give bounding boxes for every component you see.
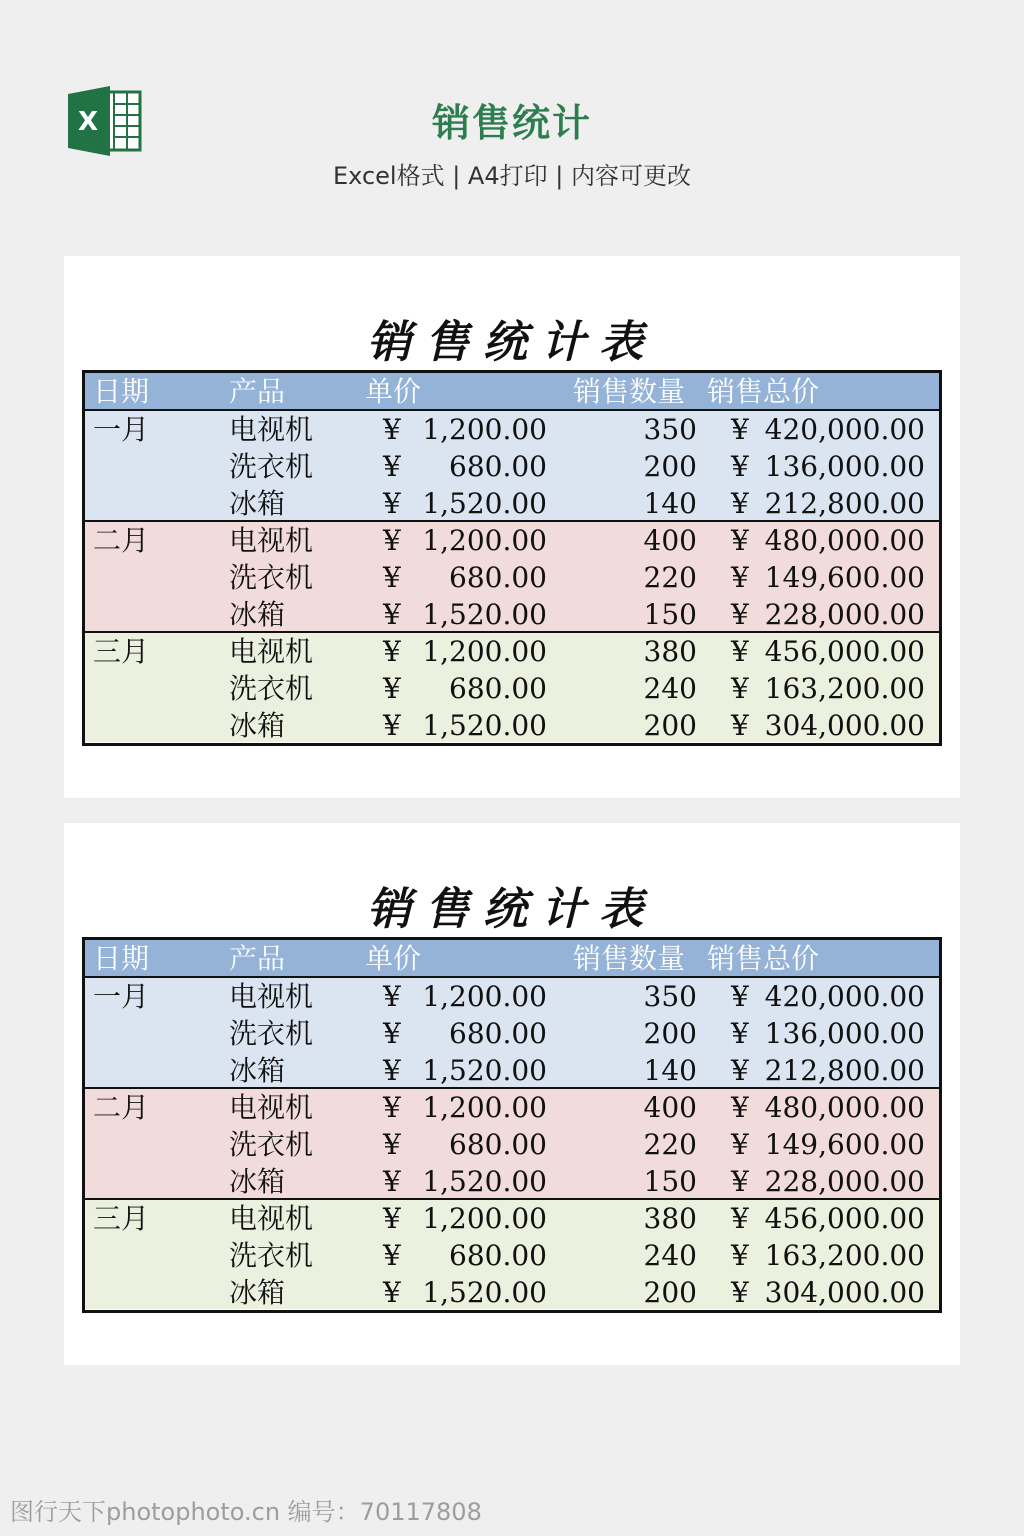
qty-cell: 400 xyxy=(643,1091,697,1124)
currency-symbol: ¥ xyxy=(383,524,401,557)
total-cell: 228,000.00 xyxy=(764,1165,925,1198)
total-cell: 304,000.00 xyxy=(764,1276,925,1309)
qty-cell: 350 xyxy=(643,980,697,1013)
column-header-date: 日期 xyxy=(93,375,150,408)
product-cell: 冰箱 xyxy=(229,709,286,742)
currency-symbol: ¥ xyxy=(383,672,401,705)
total-cell: 456,000.00 xyxy=(764,635,925,668)
product-cell: 电视机 xyxy=(229,524,314,557)
table-row xyxy=(85,1089,939,1126)
currency-symbol: ¥ xyxy=(731,561,749,594)
currency-symbol: ¥ xyxy=(731,1239,749,1272)
currency-symbol: ¥ xyxy=(731,487,749,520)
column-header-unit-price: 单价 xyxy=(365,375,422,408)
product-cell: 洗衣机 xyxy=(229,450,314,483)
currency-symbol: ¥ xyxy=(383,1239,401,1272)
product-cell: 冰箱 xyxy=(229,487,286,520)
price-cell: 1,200.00 xyxy=(422,1202,547,1235)
total-cell: 163,200.00 xyxy=(764,1239,925,1272)
currency-symbol: ¥ xyxy=(383,980,401,1013)
column-header-quantity: 销售数量 xyxy=(573,375,686,408)
month-label: 三月 xyxy=(93,1202,150,1235)
table-row xyxy=(85,978,939,1015)
price-cell: 1,520.00 xyxy=(422,709,547,742)
table-row xyxy=(85,707,939,744)
month-label: 二月 xyxy=(93,1091,150,1124)
currency-symbol: ¥ xyxy=(731,980,749,1013)
price-cell: 1,200.00 xyxy=(422,1091,547,1124)
column-header-product: 产品 xyxy=(229,942,286,975)
currency-symbol: ¥ xyxy=(383,709,401,742)
price-cell: 680.00 xyxy=(449,672,547,705)
price-cell: 1,520.00 xyxy=(422,1054,547,1087)
product-cell: 电视机 xyxy=(229,1202,314,1235)
currency-symbol: ¥ xyxy=(383,1202,401,1235)
qty-cell: 220 xyxy=(643,561,697,594)
month-group-jan xyxy=(85,976,939,1087)
column-header-product: 产品 xyxy=(229,375,286,408)
price-cell: 680.00 xyxy=(449,1128,547,1161)
table-header-row xyxy=(85,940,939,976)
product-cell: 电视机 xyxy=(229,413,314,446)
product-cell: 冰箱 xyxy=(229,598,286,631)
table-row xyxy=(85,448,939,485)
total-cell: 480,000.00 xyxy=(764,1091,925,1124)
table-row xyxy=(85,485,939,522)
column-header-date: 日期 xyxy=(93,942,150,975)
total-cell: 228,000.00 xyxy=(764,598,925,631)
sheet-card xyxy=(64,256,960,798)
total-cell: 212,800.00 xyxy=(764,487,925,520)
qty-cell: 150 xyxy=(643,1165,697,1198)
price-cell: 680.00 xyxy=(449,450,547,483)
qty-cell: 140 xyxy=(643,487,697,520)
qty-cell: 220 xyxy=(643,1128,697,1161)
price-cell: 680.00 xyxy=(449,1017,547,1050)
currency-symbol: ¥ xyxy=(731,1091,749,1124)
total-cell: 163,200.00 xyxy=(764,672,925,705)
qty-cell: 380 xyxy=(643,635,697,668)
price-cell: 1,200.00 xyxy=(422,524,547,557)
qty-cell: 350 xyxy=(643,413,697,446)
currency-symbol: ¥ xyxy=(383,1054,401,1087)
month-group-feb xyxy=(85,520,939,631)
product-cell: 洗衣机 xyxy=(229,1017,314,1050)
currency-symbol: ¥ xyxy=(731,1054,749,1087)
page-title: 销售统计 xyxy=(431,101,592,145)
product-cell: 洗衣机 xyxy=(229,1128,314,1161)
currency-symbol: ¥ xyxy=(731,598,749,631)
qty-cell: 400 xyxy=(643,524,697,557)
table-row xyxy=(85,411,939,448)
currency-symbol: ¥ xyxy=(731,1276,749,1309)
product-cell: 电视机 xyxy=(229,1091,314,1124)
currency-symbol: ¥ xyxy=(731,672,749,705)
total-cell: 420,000.00 xyxy=(764,413,925,446)
price-cell: 1,200.00 xyxy=(422,980,547,1013)
qty-cell: 380 xyxy=(643,1202,697,1235)
month-label: 一月 xyxy=(93,413,150,446)
table-row xyxy=(85,1237,939,1274)
table-row xyxy=(85,559,939,596)
month-group-feb xyxy=(85,1087,939,1198)
total-cell: 212,800.00 xyxy=(764,1054,925,1087)
table-row xyxy=(85,633,939,670)
currency-symbol: ¥ xyxy=(383,1128,401,1161)
product-cell: 电视机 xyxy=(229,980,314,1013)
price-cell: 1,520.00 xyxy=(422,487,547,520)
sheet-card xyxy=(64,823,960,1365)
currency-symbol: ¥ xyxy=(383,598,401,631)
month-label: 一月 xyxy=(93,980,150,1013)
month-label: 三月 xyxy=(93,635,150,668)
qty-cell: 200 xyxy=(643,450,697,483)
table-row xyxy=(85,522,939,559)
table-header-row xyxy=(85,373,939,409)
month-group-mar xyxy=(85,631,939,742)
price-cell: 1,200.00 xyxy=(422,635,547,668)
qty-cell: 150 xyxy=(643,598,697,631)
qty-cell: 200 xyxy=(643,1017,697,1050)
currency-symbol: ¥ xyxy=(731,1202,749,1235)
total-cell: 136,000.00 xyxy=(764,1017,925,1050)
currency-symbol: ¥ xyxy=(731,1165,749,1198)
total-cell: 136,000.00 xyxy=(764,450,925,483)
price-cell: 680.00 xyxy=(449,1239,547,1272)
qty-cell: 240 xyxy=(643,672,697,705)
column-header-quantity: 销售数量 xyxy=(573,942,686,975)
currency-symbol: ¥ xyxy=(383,1165,401,1198)
currency-symbol: ¥ xyxy=(383,413,401,446)
column-header-total: 销售总价 xyxy=(707,942,820,975)
price-cell: 1,520.00 xyxy=(422,598,547,631)
currency-symbol: ¥ xyxy=(383,487,401,520)
qty-cell: 240 xyxy=(643,1239,697,1272)
currency-symbol: ¥ xyxy=(383,635,401,668)
product-cell: 洗衣机 xyxy=(229,1239,314,1272)
currency-symbol: ¥ xyxy=(383,1276,401,1309)
table-row xyxy=(85,1200,939,1237)
svg-text:X: X xyxy=(77,107,99,137)
table-row xyxy=(85,1126,939,1163)
currency-symbol: ¥ xyxy=(383,561,401,594)
month-group-jan xyxy=(85,409,939,520)
total-cell: 420,000.00 xyxy=(764,980,925,1013)
qty-cell: 200 xyxy=(643,1276,697,1309)
total-cell: 304,000.00 xyxy=(764,709,925,742)
currency-symbol: ¥ xyxy=(383,1017,401,1050)
price-cell: 1,520.00 xyxy=(422,1165,547,1198)
sales-table xyxy=(82,370,942,746)
sheet-title: 销售统计表 xyxy=(367,317,657,368)
total-cell: 456,000.00 xyxy=(764,1202,925,1235)
month-label: 二月 xyxy=(93,524,150,557)
product-cell: 洗衣机 xyxy=(229,561,314,594)
month-group-mar xyxy=(85,1198,939,1309)
sheet-title: 销售统计表 xyxy=(367,884,657,935)
column-header-total: 销售总价 xyxy=(707,375,820,408)
qty-cell: 140 xyxy=(643,1054,697,1087)
total-cell: 149,600.00 xyxy=(764,1128,925,1161)
price-cell: 680.00 xyxy=(449,561,547,594)
page-header xyxy=(0,0,1024,240)
table-row xyxy=(85,596,939,633)
product-cell: 冰箱 xyxy=(229,1054,286,1087)
price-cell: 1,520.00 xyxy=(422,1276,547,1309)
product-cell: 冰箱 xyxy=(229,1276,286,1309)
currency-symbol: ¥ xyxy=(731,1017,749,1050)
currency-symbol: ¥ xyxy=(731,635,749,668)
table-row xyxy=(85,1274,939,1311)
product-cell: 冰箱 xyxy=(229,1165,286,1198)
qty-cell: 200 xyxy=(643,709,697,742)
currency-symbol: ¥ xyxy=(731,450,749,483)
table-row xyxy=(85,670,939,707)
currency-symbol: ¥ xyxy=(383,450,401,483)
total-cell: 480,000.00 xyxy=(764,524,925,557)
sales-table xyxy=(82,937,942,1313)
table-row xyxy=(85,1163,939,1200)
page-subtitle: Excel格式 | A4打印 | 内容可更改 xyxy=(333,162,691,190)
table-row xyxy=(85,1015,939,1052)
currency-symbol: ¥ xyxy=(731,1128,749,1161)
currency-symbol: ¥ xyxy=(383,1091,401,1124)
currency-symbol: ¥ xyxy=(731,413,749,446)
total-cell: 149,600.00 xyxy=(764,561,925,594)
product-cell: 洗衣机 xyxy=(229,672,314,705)
price-cell: 1,200.00 xyxy=(422,413,547,446)
table-row xyxy=(85,1052,939,1089)
currency-symbol: ¥ xyxy=(731,709,749,742)
product-cell: 电视机 xyxy=(229,635,314,668)
column-header-unit-price: 单价 xyxy=(365,942,422,975)
watermark: 图行天下photophoto.cn 编号：70117808 xyxy=(10,1498,482,1526)
currency-symbol: ¥ xyxy=(731,524,749,557)
